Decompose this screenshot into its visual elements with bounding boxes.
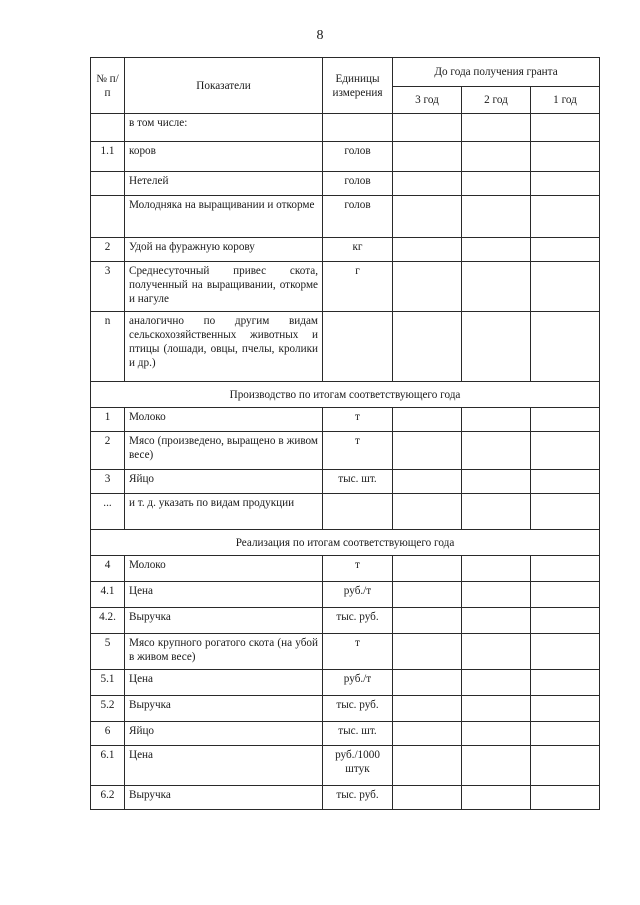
table-row (91, 238, 600, 262)
row-num: 1.1 (91, 142, 125, 172)
row-indicator: Молоко (125, 408, 323, 432)
row-indicator: Молодняка на выращивании и откорме (125, 196, 323, 238)
year-2-cell (462, 608, 531, 634)
year-1-cell (531, 746, 600, 786)
row-indicator: Среднесуточный привес скота, полученный на выращивании, откорме и нагуле (125, 262, 323, 312)
year-2-cell (462, 746, 531, 786)
year-3-cell (393, 312, 462, 382)
header-unit: Единицы измерения (323, 58, 393, 114)
year-2-cell (462, 312, 531, 382)
row-num: 2 (91, 432, 125, 470)
row-indicator: Цена (125, 746, 323, 786)
table-row (91, 634, 600, 670)
row-unit: т (323, 432, 393, 470)
row-indicator: Мясо (произведено, выращено в живом весе) (125, 432, 323, 470)
year-2-cell (462, 582, 531, 608)
row-num (91, 172, 125, 196)
row-unit: тыс. руб. (323, 786, 393, 810)
year-3-cell (393, 670, 462, 696)
row-num: ... (91, 494, 125, 530)
row-unit: тыс. руб. (323, 696, 393, 722)
year-2-cell (462, 696, 531, 722)
row-indicator: Молоко (125, 556, 323, 582)
header-year-1: 1 год (531, 87, 600, 114)
year-1-cell (531, 608, 600, 634)
year-2-cell (462, 494, 531, 530)
header-row-top (91, 58, 600, 87)
year-3-cell (393, 196, 462, 238)
row-num: 4.2. (91, 608, 125, 634)
year-1-cell (531, 470, 600, 494)
year-3-cell (393, 470, 462, 494)
year-3-cell (393, 142, 462, 172)
year-3-cell (393, 238, 462, 262)
row-indicator: Мясо крупного рогатого скота (на убой в живом весе) (125, 634, 323, 670)
row-unit: голов (323, 196, 393, 238)
year-3-cell (393, 262, 462, 312)
year-3-cell (393, 556, 462, 582)
section-row (91, 530, 600, 556)
year-1-cell (531, 556, 600, 582)
row-unit: т (323, 556, 393, 582)
year-2-cell (462, 408, 531, 432)
year-1-cell (531, 582, 600, 608)
year-3-cell (393, 722, 462, 746)
year-1-cell (531, 142, 600, 172)
row-unit (323, 114, 393, 142)
table-row (91, 556, 600, 582)
row-unit: руб./т (323, 582, 393, 608)
header-year-2: 2 год (462, 87, 531, 114)
table-row (91, 432, 600, 470)
row-unit: тыс. шт. (323, 722, 393, 746)
year-1-cell (531, 196, 600, 238)
row-indicator: Выручка (125, 608, 323, 634)
row-unit: голов (323, 142, 393, 172)
year-1-cell (531, 634, 600, 670)
row-unit: голов (323, 172, 393, 196)
row-num: 1 (91, 408, 125, 432)
row-indicator: аналогично по другим видам сельскохозяйственных животных и птицы (лошади, овцы, пчелы, кролики и др.) (125, 312, 323, 382)
table-row (91, 608, 600, 634)
table-row (91, 470, 600, 494)
year-3-cell (393, 746, 462, 786)
table-row (91, 670, 600, 696)
table-row (91, 142, 600, 172)
row-num: 4.1 (91, 582, 125, 608)
table-row (91, 722, 600, 746)
header-indicator: Показатели (125, 58, 323, 114)
section-title: Производство по итогам соответствующего года (91, 382, 600, 408)
year-2-cell (462, 432, 531, 470)
table-row (91, 312, 600, 382)
table-row (91, 262, 600, 312)
row-unit: тыс. руб. (323, 608, 393, 634)
year-1-cell (531, 408, 600, 432)
row-indicator: коров (125, 142, 323, 172)
year-3-cell (393, 786, 462, 810)
year-2-cell (462, 670, 531, 696)
year-2-cell (462, 114, 531, 142)
header-year-group: До года получения гранта (393, 58, 600, 87)
year-2-cell (462, 196, 531, 238)
year-3-cell (393, 408, 462, 432)
row-num: 5.2 (91, 696, 125, 722)
table-row (91, 746, 600, 786)
row-unit: кг (323, 238, 393, 262)
year-3-cell (393, 432, 462, 470)
year-2-cell (462, 634, 531, 670)
year-3-cell (393, 582, 462, 608)
row-num: 6.1 (91, 746, 125, 786)
year-2-cell (462, 172, 531, 196)
year-1-cell (531, 494, 600, 530)
table-row (91, 582, 600, 608)
year-2-cell (462, 556, 531, 582)
year-1-cell (531, 786, 600, 810)
table-body (91, 114, 600, 810)
year-1-cell (531, 172, 600, 196)
row-unit: тыс. шт. (323, 470, 393, 494)
year-1-cell (531, 670, 600, 696)
year-3-cell (393, 634, 462, 670)
row-indicator: Цена (125, 582, 323, 608)
row-num: 2 (91, 238, 125, 262)
year-2-cell (462, 786, 531, 810)
row-indicator: Цена (125, 670, 323, 696)
year-1-cell (531, 114, 600, 142)
row-unit (323, 494, 393, 530)
year-3-cell (393, 494, 462, 530)
row-num (91, 114, 125, 142)
row-num: n (91, 312, 125, 382)
row-num: 3 (91, 262, 125, 312)
table-row (91, 172, 600, 196)
year-3-cell (393, 696, 462, 722)
row-num (91, 196, 125, 238)
row-num: 3 (91, 470, 125, 494)
year-3-cell (393, 114, 462, 142)
row-unit: т (323, 408, 393, 432)
year-3-cell (393, 172, 462, 196)
row-indicator: Выручка (125, 786, 323, 810)
row-indicator: Удой на фуражную корову (125, 238, 323, 262)
year-2-cell (462, 722, 531, 746)
row-num: 6.2 (91, 786, 125, 810)
table-row (91, 408, 600, 432)
row-indicator: Яйцо (125, 722, 323, 746)
year-2-cell (462, 262, 531, 312)
row-unit: т (323, 634, 393, 670)
row-num: 4 (91, 556, 125, 582)
year-1-cell (531, 696, 600, 722)
year-1-cell (531, 238, 600, 262)
row-indicator: в том числе: (125, 114, 323, 142)
page-number: 8 (316, 28, 324, 43)
section-title: Реализация по итогам соответствующего года (91, 530, 600, 556)
row-unit: руб./1000 штук (323, 746, 393, 786)
year-1-cell (531, 312, 600, 382)
table-row (91, 786, 600, 810)
year-1-cell (531, 262, 600, 312)
row-unit (323, 312, 393, 382)
row-indicator: Яйцо (125, 470, 323, 494)
year-2-cell (462, 142, 531, 172)
table-row (91, 494, 600, 530)
row-unit: г (323, 262, 393, 312)
row-indicator: и т. д. указать по видам продукции (125, 494, 323, 530)
header-num: № п/п (91, 58, 125, 114)
row-indicator: Выручка (125, 696, 323, 722)
year-2-cell (462, 470, 531, 494)
year-1-cell (531, 432, 600, 470)
row-num: 5 (91, 634, 125, 670)
row-num: 6 (91, 722, 125, 746)
table-row (91, 696, 600, 722)
row-num: 5.1 (91, 670, 125, 696)
row-indicator: Нетелей (125, 172, 323, 196)
row-unit: руб./т (323, 670, 393, 696)
year-3-cell (393, 608, 462, 634)
year-1-cell (531, 722, 600, 746)
indicators-table (90, 57, 600, 810)
header-year-3: 3 год (393, 87, 462, 114)
year-2-cell (462, 238, 531, 262)
table-row (91, 196, 600, 238)
table-row (91, 114, 600, 142)
section-row (91, 382, 600, 408)
